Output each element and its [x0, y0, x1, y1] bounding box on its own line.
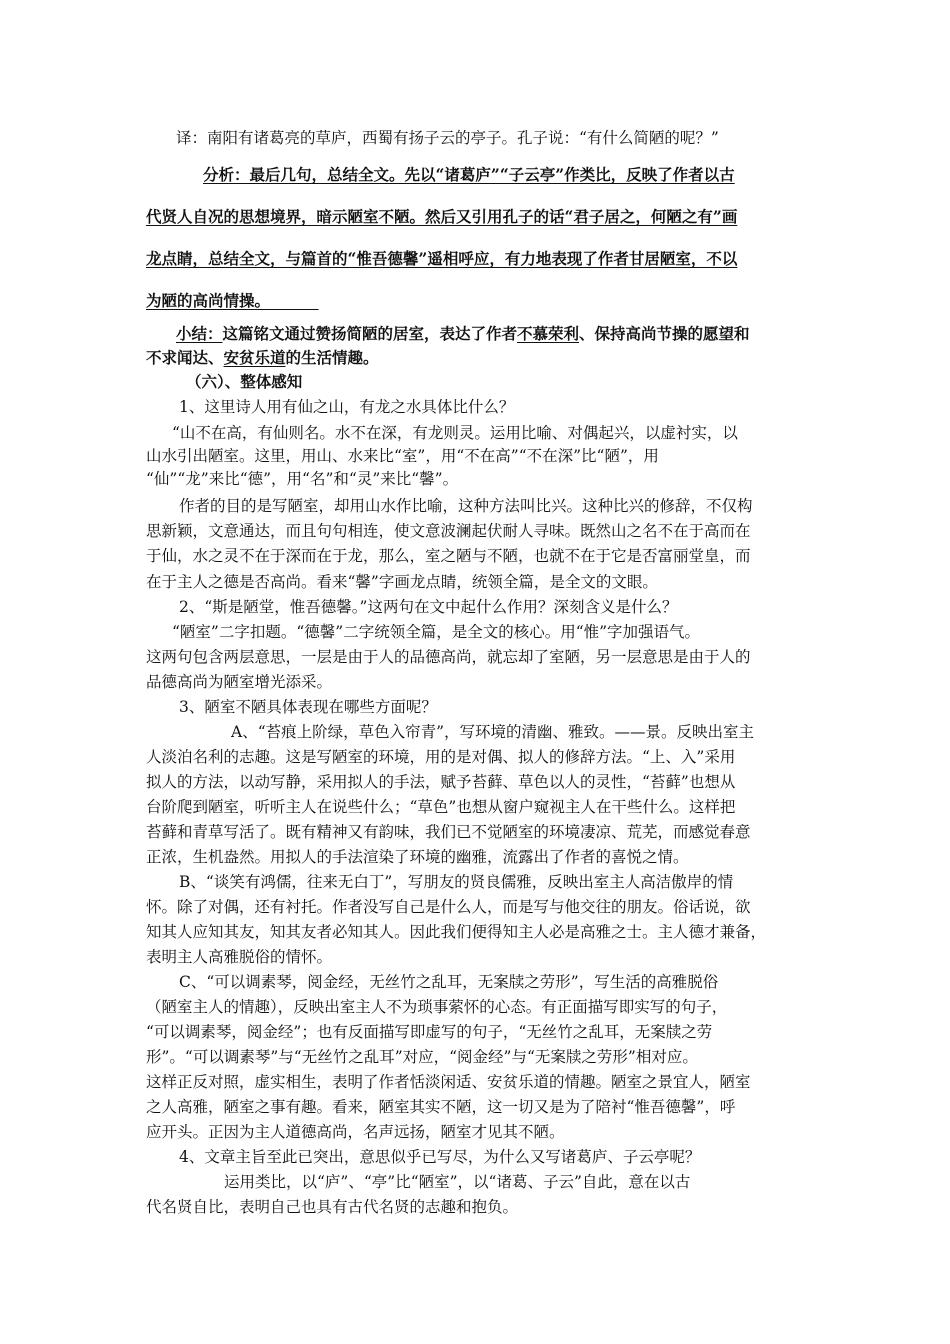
q3-c-line-6: 之人高雅，陋室之事有趣。看来，陋室其实不陋，这一切又是为了陪衬“惟吾德馨”，呼 [146, 1098, 736, 1116]
q3-b-line-1: B、“谈笑有鸿儒，往来无白丁”，写朋友的贤良儒雅，反映出室主人高洁傲岸的情 [179, 873, 734, 891]
q3-a-line-5: 苔藓和青草写活了。既有精神又有韵味，我们已不觉陋室的环境凄凉、荒芜，而感觉春意 [146, 823, 751, 841]
q4-answer-line-1: 运用类比，以“庐”、“亭”比“陋室”，以“诸葛、子云”自此，意在以古 [224, 1173, 691, 1191]
q1-answer-1-line-2: 山水引出陋室。这里，用山、水来比“室”，用“不在高”“不在深”比“陋”，用 [146, 447, 659, 465]
summary-line-1 [176, 324, 826, 344]
q3-question: 3、陋室不陋具体表现在哪些方面呢？ [179, 698, 437, 716]
analysis-line-4-text: 为陋的高尚情操。 [146, 291, 271, 310]
q3-c-line-3: “可以调素琴，阅金经”；也有反面描写即虚写的句子，“无丝竹之乱耳，无案牍之劳 [146, 1023, 713, 1041]
section-title: （六）、整体感知 [186, 372, 303, 391]
q3-a-line-4: 台阶爬到陋室，听听主人在说些什么；“草色”也想从窗户窥视主人在干些什么。这样把 [146, 798, 736, 816]
q3-b-line-3: 知其人应知其友，知其友者必知其人。因此我们便得知主人必是高雅之士。主人德才兼备， [146, 923, 767, 941]
q1-answer-2-line-3: 于仙，水之灵不在于深而在于龙，那么，室之陋与不陋，也就不在于它是否富丽堂皇，而 [146, 547, 751, 565]
q3-c-line-2: （陋室主人的情趣），反映出室主人不为琐事萦怀的心态。有正面描写即实写的句子， [146, 998, 728, 1016]
analysis-line-1: 分析：最后几句，总结全文。先以“诸葛庐”“子云亭”作类比，反映了作者以古 [203, 165, 735, 184]
summary-text-2c: 的生活情趣。 [285, 348, 379, 367]
q3-c-line-1: C、“可以调素琴，阅金经，无丝竹之乱耳，无案牍之劳形”，写生活的高雅脱俗 [179, 973, 719, 991]
q4-answer-line-2: 代名贤自比，表明自己也具有古代名贤的志趣和抱负。 [146, 1198, 519, 1216]
q2-question: 2、“斯是陋堂，惟吾德馨。”这两句在文中起什么作用？深刻含义是什么？ [179, 598, 678, 616]
q2-answer-line-2: 这两句包含两层意思，一层是由于人的品德高尚，就忘却了室陋，另一层意思是由于人的 [146, 648, 751, 666]
q3-a-line-2: 人淡泊名利的志趣。这是写陋室的环境，用的是对偶、拟人的修辞方法。“上、入”采用 [146, 748, 736, 766]
q3-a-line-1: A、“苔痕上阶绿，草色入帘青”，写环境的清幽、雅致。——景。反映出室主 [231, 723, 755, 741]
q1-answer-1-line-3: “仙”“龙”来比“德”，用“名”和“灵”来比“馨”。 [146, 470, 459, 488]
q3-c-line-4: 形”。“可以调素琴”与“无丝竹之乱耳”对应，“阅金经”与“无案牍之劳形”相对应。 [146, 1048, 698, 1066]
q1-answer-2-line-2: 思新颖，文意通达，而且句句相连，使文意波澜起伏耐人寻味。既然山之名不在于高而在 [146, 522, 751, 540]
analysis-line-4 [146, 291, 826, 311]
summary-keyword-1: 不慕荣利 [517, 324, 580, 343]
q3-c-line-7: 应开头。正因为主人道德高尚，名声远扬，陋室才见其不陋。 [146, 1123, 565, 1141]
q3-a-line-6: 正浓，生机盎然。用拟人的手法渲染了环境的幽雅，流露出了作者的喜悦之情。 [146, 848, 689, 866]
analysis-line-2: 代贤人自况的思想境界，暗示陋室不陋。然后又引用孔子的话“君子居之，何陋之有”画 [146, 207, 738, 226]
q2-answer-line-3: 品德高尚为陋室增光添采。 [146, 673, 333, 691]
summary-text-1a: 这篇铭文通过赞扬简陋的居室，表达了作者 [222, 324, 518, 343]
q1-answer-2-line-1: 作者的目的是写陋室，却用山水作比喻，这种方法叫比兴。这种比兴的修辞，不仅构 [179, 497, 753, 515]
translation-line: 译：南阳有诸葛亮的草庐，西蜀有扬子云的亭子。孔子说：“有什么简陋的呢？” [176, 129, 719, 147]
summary-text-1c: 、保持高尚节操的愿望和 [579, 324, 750, 343]
summary-label: 小结： [176, 324, 223, 343]
q1-answer-2-line-4: 在于主人之德是否高尚。看来“馨”字画龙点睛，统领全篇，是全文的文眼。 [146, 573, 658, 591]
q4-question: 4、文章主旨至此已突出，意思似乎已写尽，为什么又写诸葛庐、子云亭呢？ [179, 1148, 701, 1166]
q2-answer-line-1: “陋室”二字扣题。“德馨”二字统领全篇，是全文的核心。用“惟”字加强语气。 [172, 623, 701, 641]
q3-b-line-2: 怀。除了对偶，还有衬托。作者没写自己是什么人，而是写与他交往的朋友。俗话说，欲 [146, 898, 751, 916]
q1-question: 1、这里诗人用有仙之山，有龙之水具体比什么？ [179, 398, 515, 416]
q3-a-line-3: 拟人的方法，以动写静，采用拟人的手法，赋予苔藓、草色以人的灵性，“苔藓”也想从 [146, 773, 736, 791]
analysis-underline-tail [270, 291, 319, 310]
summary-line-2 [146, 348, 826, 368]
summary-text-2a: 不求闻达、 [146, 348, 224, 367]
q1-answer-1-line-1: “山不在高，有仙则名。水不在深，有龙则灵。运用比喻、对偶起兴，以虚衬实，以 [172, 424, 738, 442]
q3-c-line-5: 这样正反对照，虚实相生，表明了作者恬淡闲适、安贫乐道的情趣。陋室之景宜人，陋室 [146, 1073, 751, 1091]
summary-keyword-2: 安贫乐道 [223, 348, 286, 367]
analysis-line-3: 龙点睛，总结全文，与篇首的“惟吾德馨”遥相呼应，有力地表现了作者甘居陋室，不以 [146, 249, 738, 268]
q3-b-line-4: 表明主人高雅脱俗的情怀。 [146, 948, 333, 966]
